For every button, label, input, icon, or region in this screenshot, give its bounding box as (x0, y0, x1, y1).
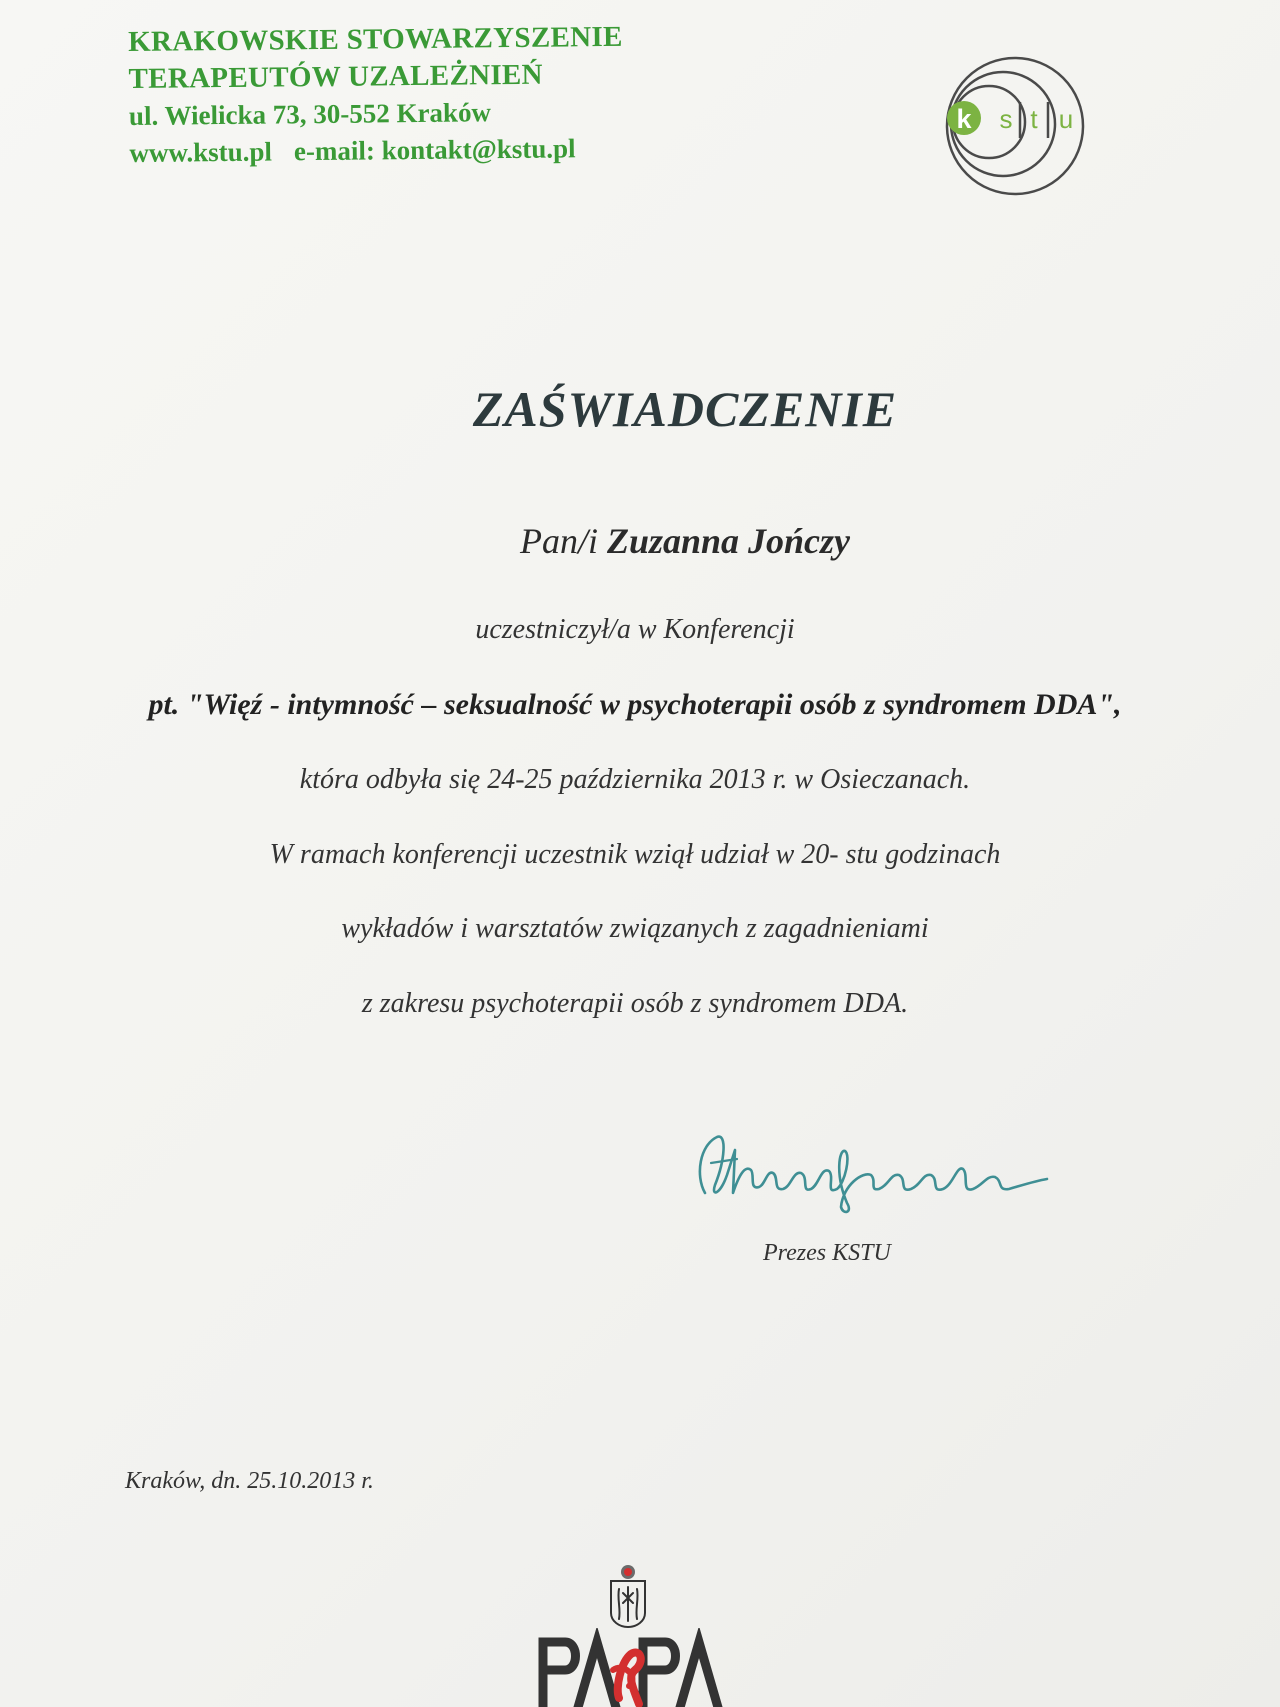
parpa-emblem-icon (605, 1563, 651, 1629)
logo-letter-k: k (956, 104, 972, 134)
parpa-logo (535, 1628, 740, 1707)
organization-website: www.kstu.pl (129, 136, 273, 168)
logo-letter-t: t (1030, 104, 1038, 134)
signature-title: Prezes KSTU (763, 1240, 891, 1266)
recipient-prefix: Pan/i (519, 521, 598, 561)
document-title: ZAŚWIADCZENIE (472, 381, 898, 437)
handwritten-signature (675, 1115, 1075, 1215)
letterhead (128, 19, 624, 172)
organization-name-line2: TERAPEUTÓW UZALEŻNIEŃ (128, 58, 544, 95)
hours-line: W ramach konferencji uczestnik wziął udział w 20- stu godzinach (269, 839, 1001, 870)
organization-name-line1: KRAKOWSKIE STOWARZYSZENIE (128, 20, 623, 58)
scope-line: z zakresu psychoterapii osób z syndromem DDA. (361, 988, 909, 1019)
recipient-line (0, 520, 1280, 562)
participation-line: uczestniczył/a w Konferencji (475, 614, 795, 645)
logo-letter-u: u (1058, 104, 1074, 134)
logo-letter-s: s (999, 104, 1013, 134)
conference-title-line: pt. "Więź - intymność – seksualność w psychoterapii osób z syndromem DDA", (148, 688, 1122, 721)
kstu-logo (935, 56, 1095, 196)
organization-contact (129, 130, 624, 172)
organization-email: e-mail: kontakt@kstu.pl (293, 133, 576, 167)
topics-line: wykładów i warsztatów związanych z zagadnieniami (341, 913, 929, 944)
date-place-line: która odbyła się 24-25 października 2013 r. w Osieczanach. (299, 764, 971, 795)
place-date: Kraków, dn. 25.10.2013 r. (125, 1468, 374, 1494)
recipient-name: Zuzanna Jończy (606, 521, 851, 561)
organization-address: ul. Wielicka 73, 30-552 Kraków (128, 97, 492, 131)
